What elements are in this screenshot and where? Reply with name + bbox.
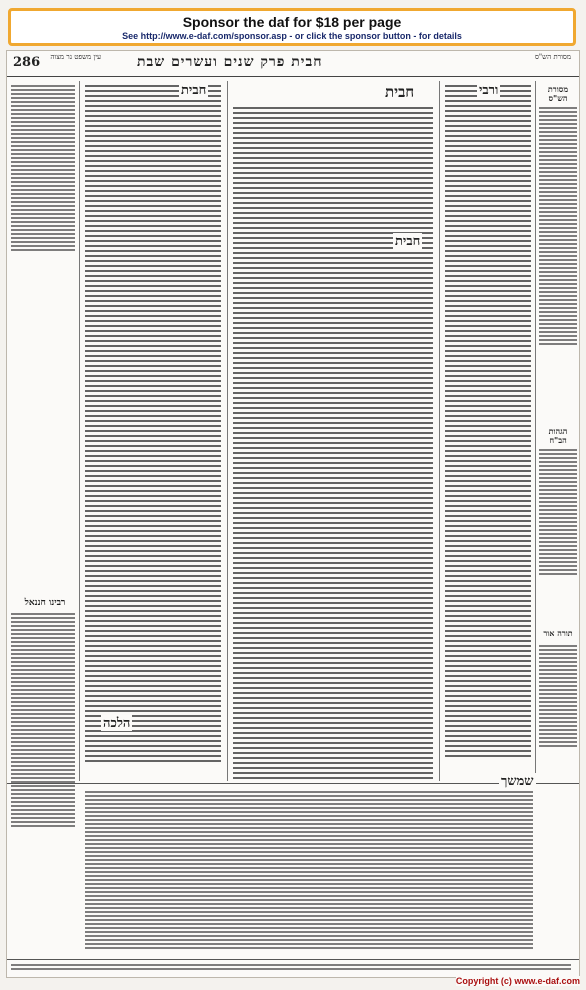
gemara-column xyxy=(233,107,433,779)
copyright-text[interactable]: Copyright (c) www.e-daf.com xyxy=(455,976,580,986)
shemesh-keyword: שמשך xyxy=(501,774,534,789)
left-margin-text xyxy=(11,85,75,295)
mesoret-heading: מסורת הש"ס xyxy=(547,84,569,103)
page-title: חבית פרק שנים ועשרים שבת xyxy=(137,54,323,70)
tosafot-keyword: חבית xyxy=(181,83,207,98)
sponsor-banner[interactable] xyxy=(8,8,576,46)
sponsor-title: Sponsor the daf for $18 per page xyxy=(182,14,402,30)
page-header xyxy=(7,51,579,77)
torah-or-heading: תורה אור xyxy=(543,628,573,638)
mesoret-label: מסורת הש"ס xyxy=(534,53,571,61)
ein-mishpat-label: עין משפט נר מצוה xyxy=(50,53,101,61)
right-margin-text-lower xyxy=(539,449,577,609)
halacha-keyword: הלכה xyxy=(103,716,131,731)
rashi-keyword: ורבי xyxy=(479,83,499,98)
sponsor-link[interactable]: See http://www.e-daf.com/sponsor.asp - or click the sponsor button - for details xyxy=(122,31,462,41)
talmud-page xyxy=(6,50,580,978)
right-margin-text xyxy=(539,107,577,407)
hagahot-heading: הגהות הב"ח xyxy=(548,426,568,445)
mishnah-keyword: חבית xyxy=(385,83,415,101)
rabbeinu-chananel-heading: רבינו חננאל xyxy=(24,598,66,608)
tosafot-column xyxy=(85,85,221,775)
rashi-column xyxy=(445,85,531,775)
page-number: 286 xyxy=(13,55,41,70)
right-margin-text-bottom xyxy=(539,645,577,775)
lower-commentary xyxy=(85,791,533,949)
gemara-keyword: חבית xyxy=(395,234,421,249)
left-margin-text-lower xyxy=(11,613,75,881)
footnote-strip xyxy=(7,959,579,977)
